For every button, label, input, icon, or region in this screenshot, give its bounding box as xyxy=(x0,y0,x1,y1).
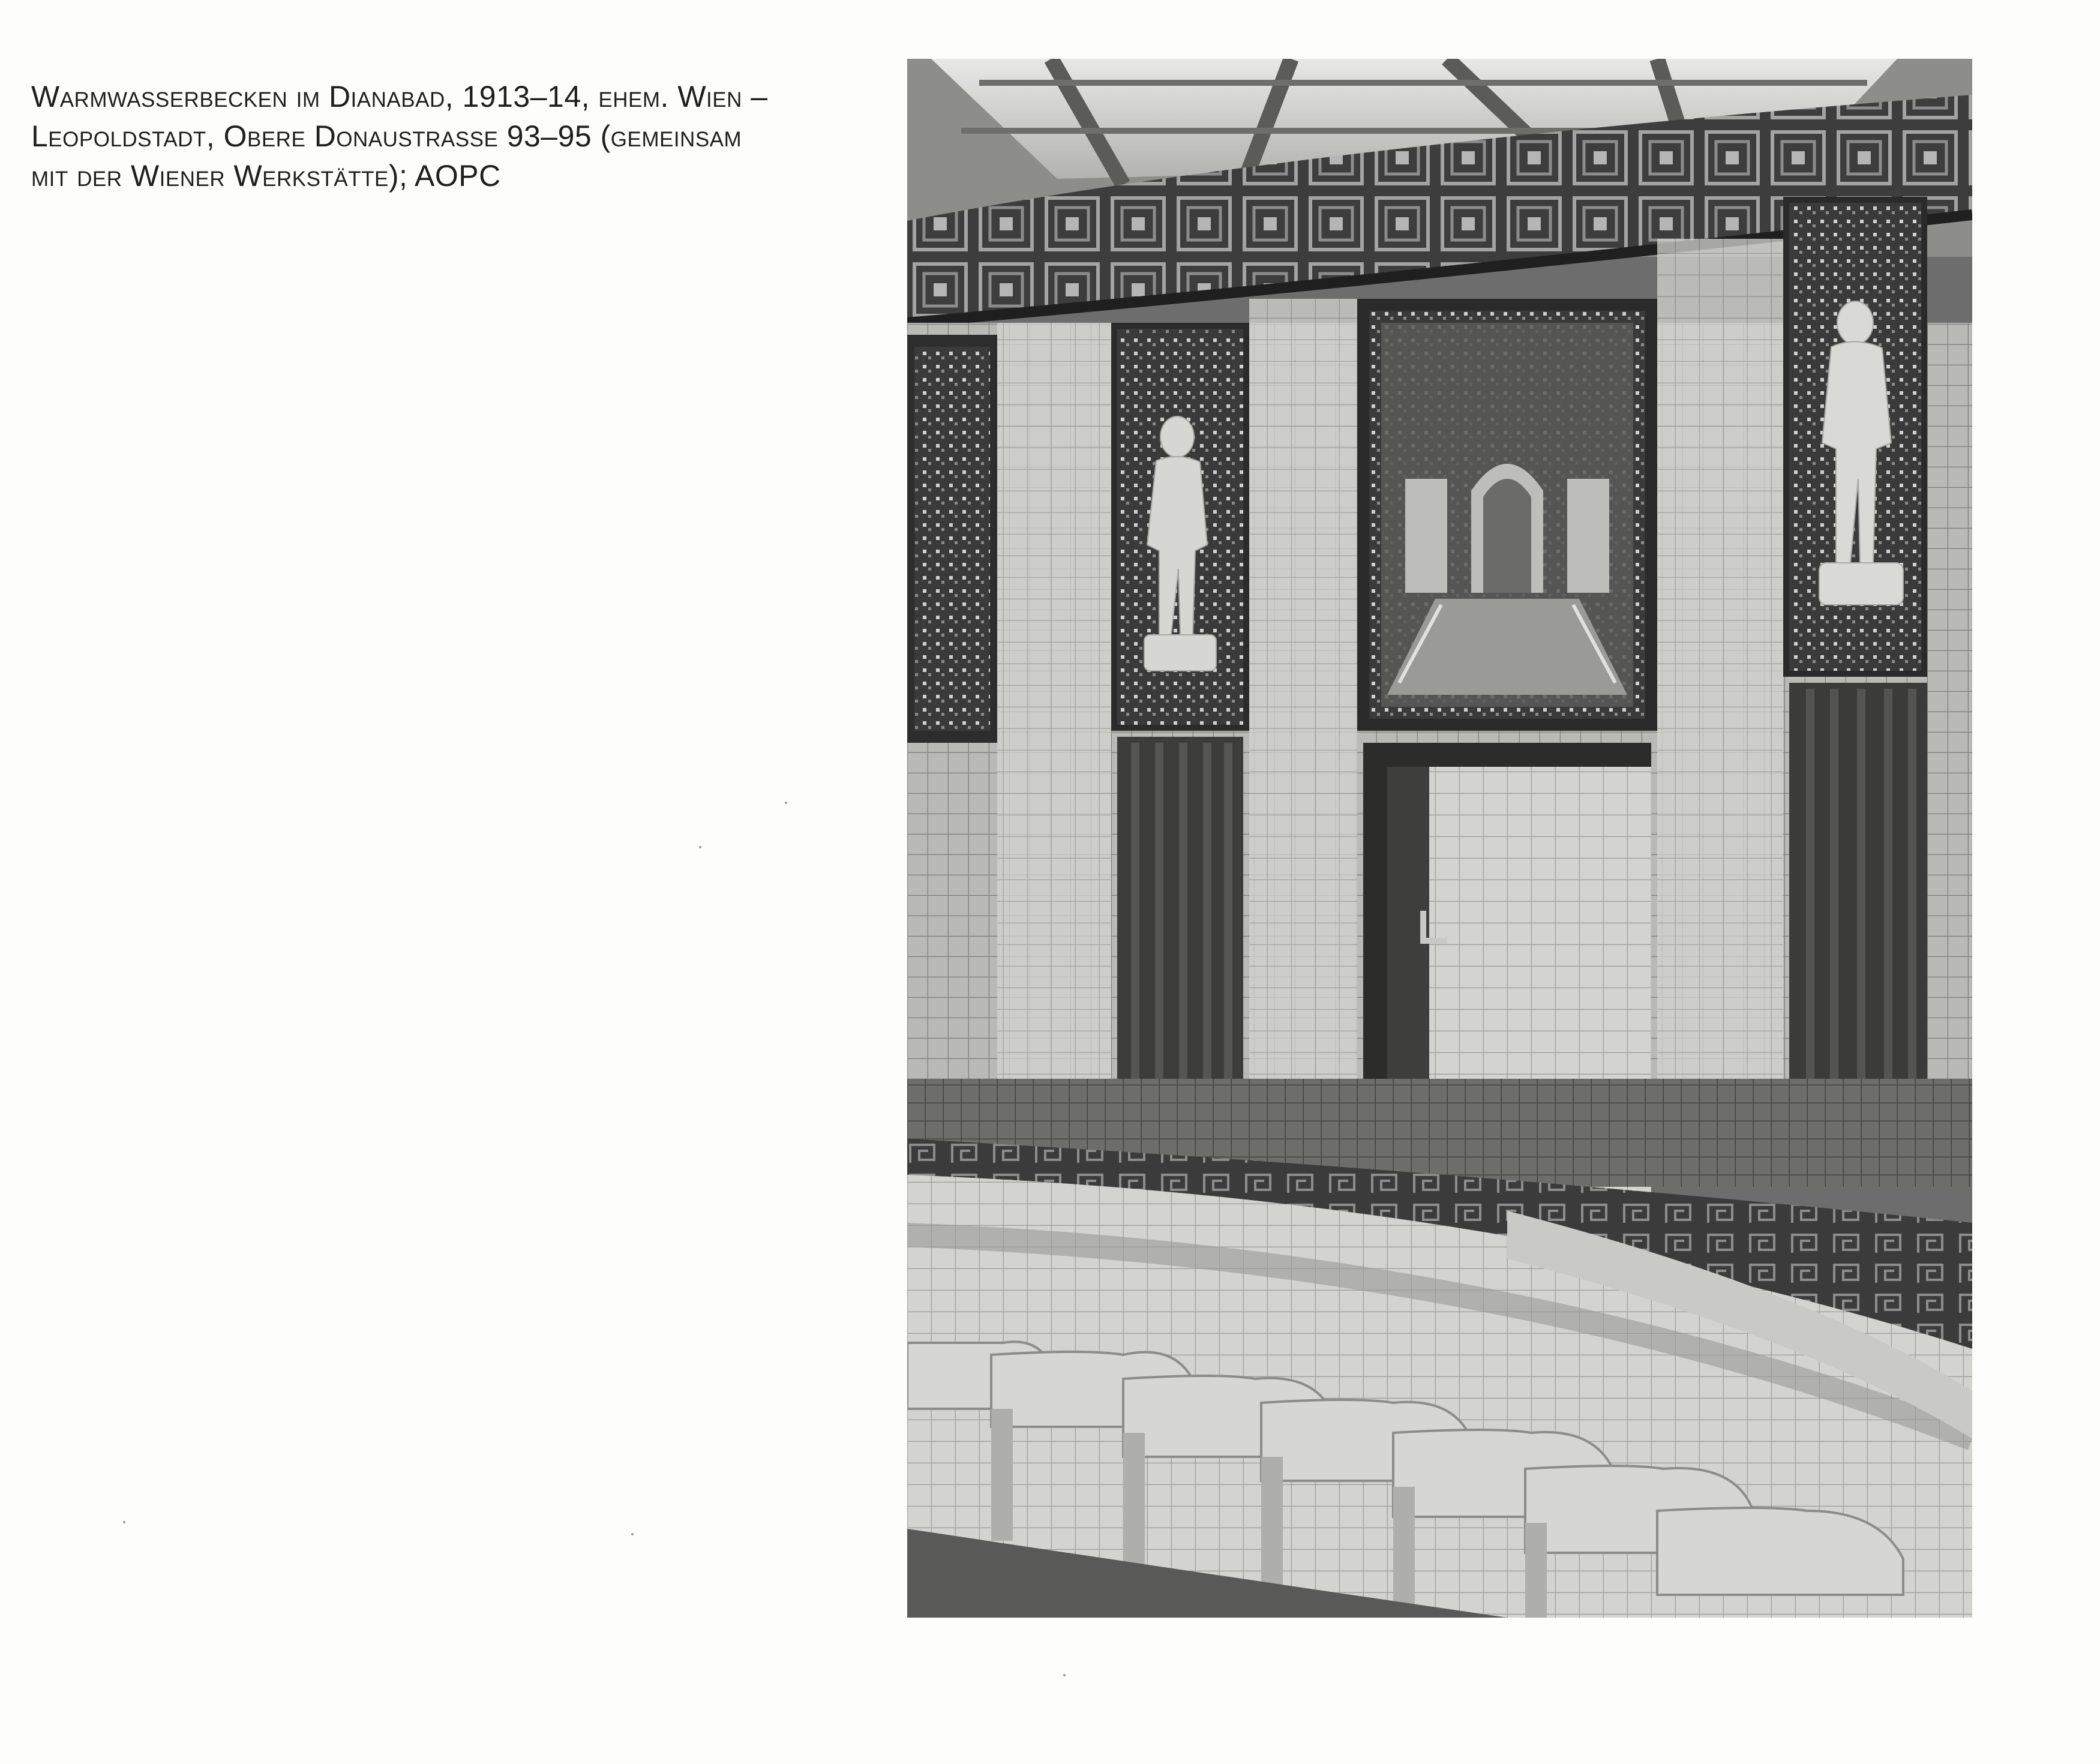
bath-interior-photo xyxy=(907,59,1972,1618)
caption-line-1: Warmwasserbecken im Dianabad, 1913–14, ehem. Wien – xyxy=(31,80,768,113)
paper-speck xyxy=(123,1521,125,1523)
paper-speck xyxy=(631,1533,634,1535)
paper-speck xyxy=(785,802,787,804)
caption-line-2: Leopoldstadt, Obere Donaustrasse 93–95 (gemeinsam xyxy=(31,119,742,153)
paper-speck xyxy=(699,846,701,848)
figure-caption xyxy=(31,77,883,196)
paper-speck xyxy=(1063,1674,1066,1676)
bath-interior-illustration xyxy=(907,59,1972,1618)
caption-line-3: mit der Wiener Werkstätte); AOPC xyxy=(31,159,501,193)
